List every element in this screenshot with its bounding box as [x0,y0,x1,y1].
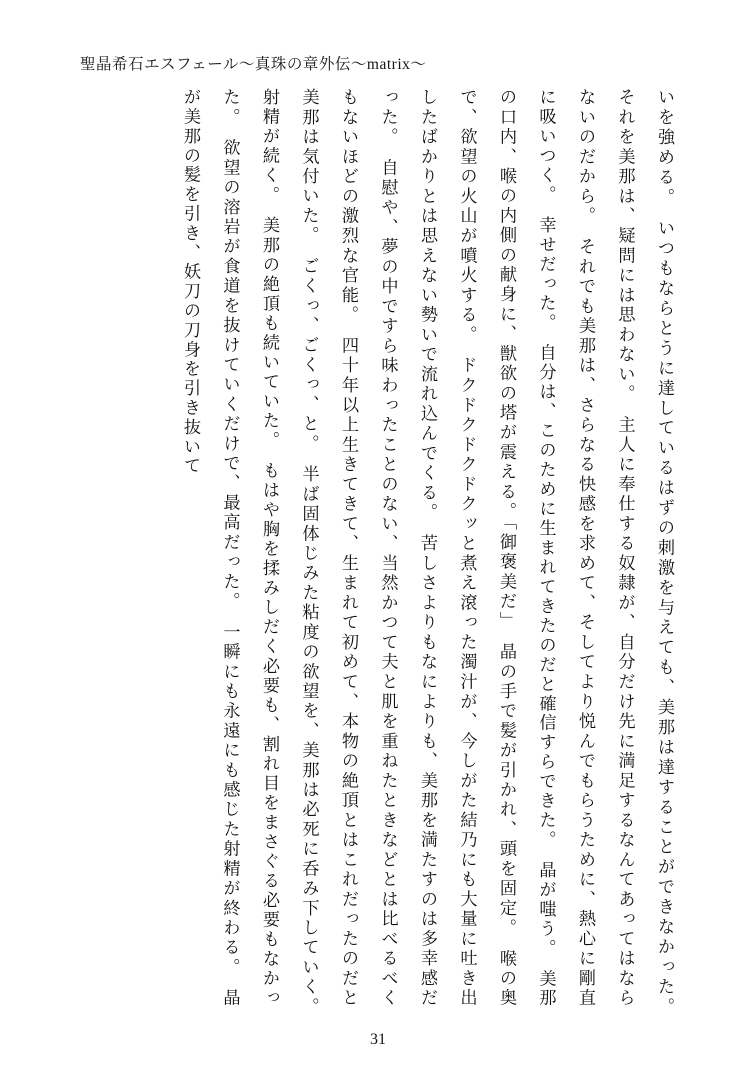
page-body-text [84,88,684,1028]
page-number: 31 [370,1031,386,1048]
running-header: 聖晶希石エスフェール～真珠の章外伝～matrix～ [80,56,427,73]
body-paragraph: いを強める。 いつもならとうに達しているはずの刺激を与えても、美那は達することができなかった。 それを美那は、疑問には思わない。 主人に奉仕する奴隷が、自分だけ先に満足するなんてあってはならないのだから。 それでも美那は、さらなる快感を求めて、そしてより悦んでもらうために、熱心に剛直に吸いつく。 幸せだった。 自分は、このために生まれてきたのだと確信すらできた。 晶が嗤う。 美那の口内、喉の内側の献身に、獣欲の塔が震える。「御褒美だ」 晶の手で髪が引かれ、頭を固定。 喉の奥で、欲望の火山が噴火する。 ドクドクドクドクッと煮え滾った濁汁が、今しがた結乃にも大量に吐き出したばかりとは思えない勢いで流れ込んでくる。 苦しさよりもなによりも、美那を満たすのは多幸感だった。 自慰や、夢の中ですら味わったことのない、当然かつて夫と肌を重ねたときなどとは比べるべくもないほどの激烈な官能。 四十年以上生きてきて、生まれて初めて、本物の絶頂とはこれだったのだと美那は気付いた。 ごくっ、ごくっ、と。 半ば固体じみた粘度の欲望を、美那は必死に呑み下していく。 射精が続く。 美那の絶頂も続いていた。 もはや胸を揉みしだく必要も、割れ目をまさぐる必要もなかった。 欲望の溶岩が食道を抜けていくだけで、最高だった。 一瞬にも永遠にも感じた射精が終わる。 晶が美那の髪を引き、妖刀の刀身を引き抜いて [181,88,674,1028]
